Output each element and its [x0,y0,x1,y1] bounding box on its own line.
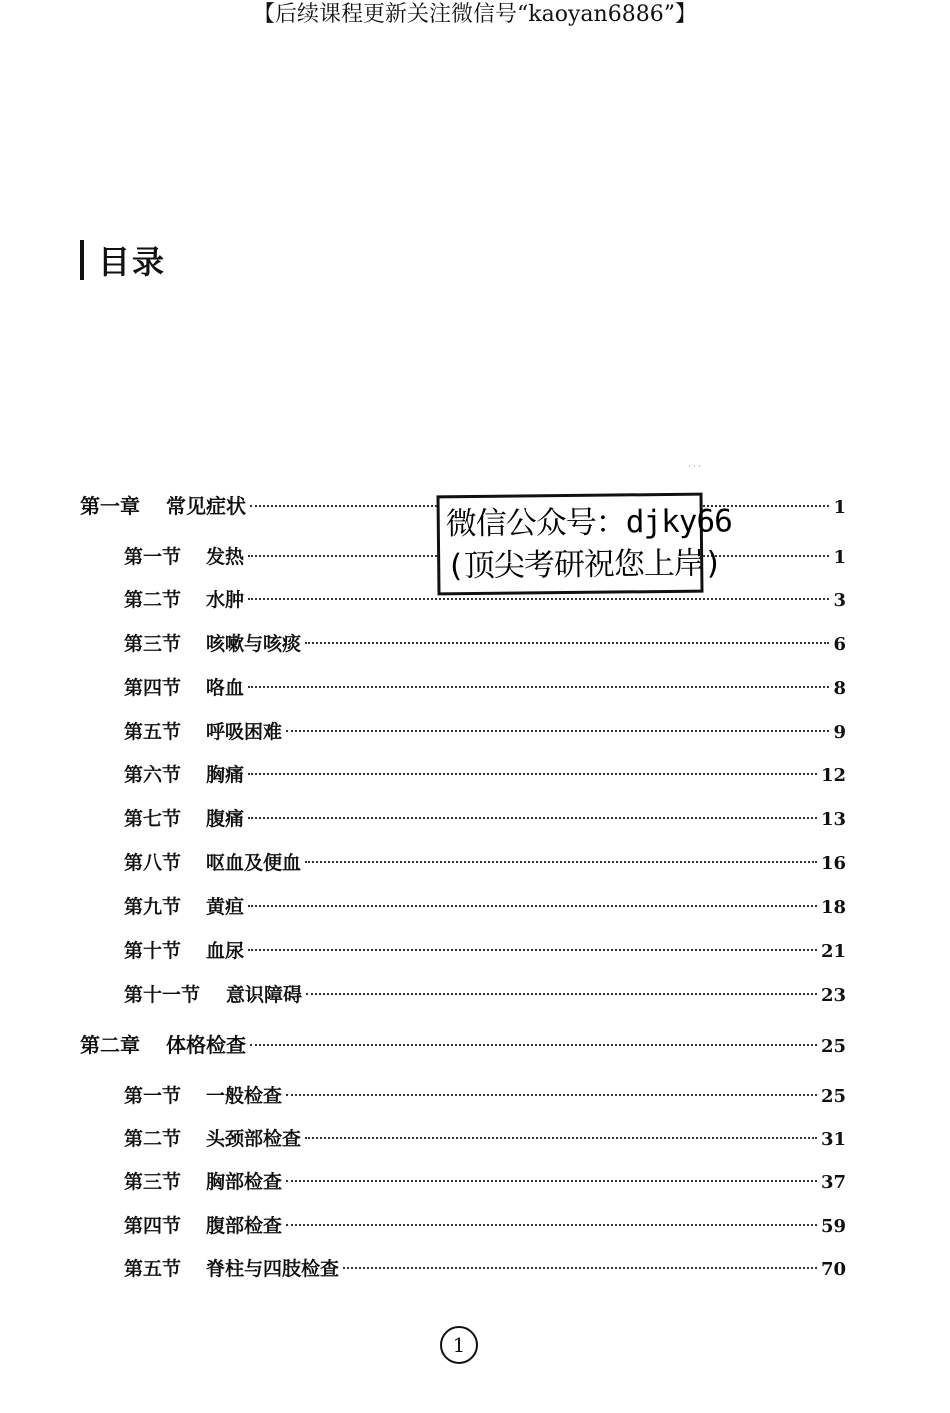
toc-number: 第三节 [124,1171,182,1193]
toc-title: 腹部检查 [206,1215,283,1237]
toc-page: 21 [820,941,846,962]
toc-title: 血尿 [206,940,245,962]
title-accent-bar [80,240,84,280]
toc-leader [248,773,817,775]
stamp-line-2: (顶尖考研祝您上岸) [446,545,722,585]
toc-page: 25 [820,1086,846,1107]
toc-title: 体格检查 [166,1033,246,1057]
toc-leader [286,1094,817,1096]
toc-number: 第四节 [124,1215,182,1237]
scan-speck: · · · [688,462,701,471]
toc-title: 咯血 [206,677,245,699]
toc-leader [306,993,817,995]
toc-page: 37 [820,1172,846,1193]
toc-number: 第一章 [80,494,140,518]
toc-number: 第七节 [124,808,182,830]
toc-page: 23 [820,985,846,1006]
toc-number: 第一节 [124,546,182,568]
toc-title: 常见症状 [166,494,246,518]
toc-number: 第六节 [124,764,182,786]
toc-leader [343,1267,817,1269]
watermark-stamp [436,493,732,596]
toc-number: 第五节 [124,721,182,743]
toc-title: 呕血及便血 [206,852,302,874]
toc-section[interactable] [124,1169,846,1195]
toc-section[interactable] [124,1126,846,1152]
toc-page: 31 [820,1129,846,1150]
toc-title: 腹痛 [206,808,245,830]
toc-page: 1 [833,547,846,568]
toc-section[interactable] [124,894,846,920]
toc-page: 12 [820,765,846,786]
toc-number: 第二章 [80,1033,140,1057]
toc-title: 胸痛 [206,764,245,786]
toc-section[interactable] [124,1083,846,1109]
toc-page: 1 [833,497,846,518]
toc-number: 第二节 [124,589,182,611]
toc-title: 呼吸困难 [206,721,283,743]
toc-leader [250,1044,817,1046]
toc-leader [286,730,829,732]
toc-number: 第五节 [124,1258,182,1280]
toc-leader [286,1224,817,1226]
toc-page: 18 [820,897,846,918]
toc-number: 第十一节 [124,984,201,1006]
toc-title: 意识障碍 [226,984,303,1006]
toc-leader [305,861,817,863]
toc-title: 一般检查 [206,1085,283,1107]
toc-page: 3 [833,590,846,611]
toc-page: 59 [820,1216,846,1237]
toc-section[interactable] [124,1256,846,1282]
toc-leader [248,817,817,819]
toc-page: 6 [833,634,846,655]
toc-number: 第一节 [124,1085,182,1107]
toc-number: 第八节 [124,852,182,874]
toc-section[interactable] [124,850,846,876]
toc-number: 第三节 [124,633,182,655]
toc-section[interactable] [124,806,846,832]
toc-section[interactable] [124,982,846,1008]
toc-title: 胸部检查 [206,1171,283,1193]
page-title [80,238,166,282]
toc-page: 16 [820,853,846,874]
toc-title: 咳嗽与咳痰 [206,633,302,655]
toc-section[interactable] [124,1213,846,1239]
toc-section[interactable] [124,675,846,701]
stamp-line-1: 微信公众号：djky66 [445,503,732,543]
toc-page: 25 [820,1036,846,1057]
toc-title: 水肿 [206,589,245,611]
toc-leader [248,686,829,688]
toc-section[interactable] [124,938,846,964]
toc-page: 9 [833,722,846,743]
toc-page: 8 [833,678,846,699]
toc-title: 头颈部检查 [206,1128,302,1150]
toc-number: 第十节 [124,940,182,962]
page-title-text: 目录 [98,243,167,281]
toc-title: 脊柱与四肢检查 [206,1258,340,1280]
toc-leader [305,1137,817,1139]
toc-leader [286,1180,817,1182]
toc-number: 第九节 [124,896,182,918]
toc-section[interactable] [124,719,846,745]
header-note: 【后续课程更新关注微信号“kaoyan6886”】 [253,2,697,27]
toc-leader [248,905,817,907]
toc-page: 70 [820,1259,846,1280]
page-number-badge [440,1326,478,1364]
toc-page: 13 [820,809,846,830]
toc-leader [305,642,829,644]
toc-section[interactable] [124,631,846,657]
toc-title: 发热 [206,546,245,568]
toc-section[interactable] [124,762,846,788]
toc-leader [248,949,817,951]
toc-leader [248,598,829,600]
toc-number: 第四节 [124,677,182,699]
toc-chapter-2[interactable] [80,1032,846,1058]
toc-number: 第二节 [124,1128,182,1150]
page-number: 1 [452,1333,466,1357]
toc-title: 黄疸 [206,896,245,918]
